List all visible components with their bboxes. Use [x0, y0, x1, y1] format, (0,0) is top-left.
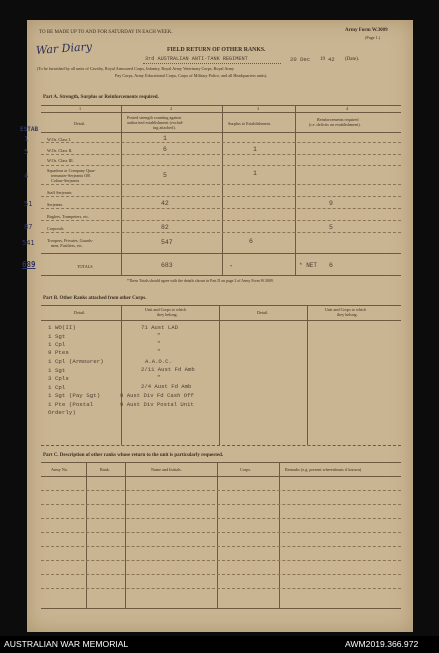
form-number: Army Form W.3009: [345, 28, 388, 33]
header-reinf-1: Reinforcements required: [317, 117, 359, 122]
attached-unit-7: ": [157, 374, 161, 381]
part-a-bottom-rule: [41, 275, 401, 276]
attached-unit-3: ": [157, 340, 161, 347]
unit-name: 3rd AUSTRALIAN ANTI-TANK REGIMENT: [145, 56, 248, 62]
part-c-header-corps: Corps.: [240, 467, 252, 472]
posted-wo1: 1: [163, 135, 167, 142]
top-note: TO BE MADE UP TO AND FOR SATURDAY IN EACH WEEK.: [39, 30, 173, 35]
attached-detail-9: 1 Sgt (Pay Sgt): [48, 392, 101, 399]
part-b-top-rule: [41, 305, 401, 306]
posted-total: 683: [161, 262, 173, 269]
detail-wo2: W.Os. Class II.: [47, 148, 73, 153]
totals-top-rule: [41, 253, 401, 254]
col-number-1: 1: [79, 106, 82, 111]
header-surplus: Surplus to Establishment.: [228, 121, 271, 126]
estab-label: ESTAB: [20, 126, 39, 133]
estab-privates: 541: [22, 239, 35, 247]
archive-footer: [0, 636, 439, 653]
part-b-header-unit-right-2: they belong.: [337, 312, 358, 317]
attached-detail-11: Orderly): [48, 409, 76, 416]
attached-detail-1: 1 WO(II): [48, 324, 76, 331]
posted-cqms: 5: [163, 172, 167, 179]
detail-cqms-1: Squadron or Company Quar-: [47, 168, 96, 173]
estab-corporals: 87: [24, 223, 33, 231]
attached-detail-8: 1 Cpl: [48, 384, 66, 391]
detail-privates-2: men, Fusiliers, etc.: [51, 243, 83, 248]
date-year-suffix: 42: [328, 56, 335, 63]
detail-wo3: W.Os. Class III.: [47, 158, 74, 163]
totals-label: TOTALS: [77, 264, 93, 269]
col-number-2: 2: [170, 106, 173, 111]
part-a-col-divider-2: [222, 105, 223, 275]
form-page: [20, 20, 413, 632]
detail-corporals: Corporals: [47, 226, 64, 231]
part-c-row-rule-2: [41, 504, 401, 505]
part-a-col-divider-1: [121, 105, 122, 275]
part-b-col-divider-2: [219, 305, 220, 445]
posted-serjeants: 42: [161, 200, 169, 207]
date-year-prefix: 19: [320, 57, 325, 62]
part-a-title: Part A. Strength, Surplus or Reinforcements required.: [43, 95, 159, 100]
footer-right-id: AWM2019.366.972: [345, 639, 419, 649]
row-rule-2: [41, 154, 401, 155]
surplus-wo2: 1: [253, 146, 257, 153]
attached-detail-3: 1 Cpl: [48, 341, 66, 348]
detail-staff-serjeants: Staff Serjeants: [47, 190, 72, 195]
row-rule-6: [41, 208, 401, 209]
attached-detail-6: 1 Sgt: [48, 367, 66, 374]
part-c-row-rule-6: [41, 560, 401, 561]
part-c-col-divider-2: [125, 462, 126, 608]
attached-unit-10: 9 Aust Div Postal Unit: [120, 401, 194, 408]
attached-unit-9: 9 Aust Div Fd Cash Off: [120, 392, 194, 399]
row-rule-7: [41, 220, 401, 221]
part-a-footnote: *These Totals should agree with the details shown in Part D on page 2 of Army Form W.3009.: [127, 279, 274, 283]
row-rule-3: [41, 165, 401, 166]
part-b-bottom-rule: [41, 445, 401, 446]
part-a-header-rule: [41, 132, 401, 133]
detail-buglers: Buglers, Trumpeters, etc.: [47, 214, 90, 219]
estab-total: 689: [22, 260, 36, 269]
attached-detail-10: 1 Pte (Postal: [48, 401, 94, 408]
part-c-bottom-rule: [41, 608, 401, 609]
estab-wo1: 1: [24, 135, 29, 143]
reinf-total-prefix: * NET: [299, 262, 318, 269]
row-rule-8: [41, 232, 401, 233]
attached-unit-5: A.A.O.C.: [145, 358, 172, 365]
part-c-header-rule: [41, 476, 401, 477]
reinf-total: 6: [329, 262, 333, 269]
part-b-header-detail-right: Detail.: [257, 310, 269, 315]
date-day: 20 Dec: [290, 56, 311, 63]
row-rule-1: [41, 142, 401, 143]
part-b-header-rule: [41, 320, 401, 321]
attached-unit-1: 71 Aust LAD: [141, 324, 178, 331]
posted-corporals: 82: [161, 224, 169, 231]
part-b-title: Part B. Other Ranks attached from other Corps.: [43, 296, 147, 301]
reinf-corporals: 5: [329, 224, 333, 231]
header-posted-1: Posted strength counting against: [127, 115, 182, 120]
row-rule-5: [41, 196, 401, 197]
instructions-line-2: Pay Corps, Army Educational Corps, Corps of Military Police, and all Headquarters units).: [115, 73, 268, 78]
part-c-row-rule-8: [41, 588, 401, 589]
unit-line: [143, 63, 281, 64]
form-title: FIELD RETURN OF OTHER RANKS.: [167, 47, 266, 53]
col-number-3: 3: [257, 106, 260, 111]
estab-wo2: 5: [24, 148, 29, 156]
part-a-numrow-rule: [41, 112, 401, 113]
estab-cqms: 4: [24, 172, 29, 180]
part-b-header-detail-left: Detail.: [74, 310, 86, 315]
footer-left-credit: AUSTRALIAN WAR MEMORIAL: [4, 639, 129, 649]
part-b-col-divider-3: [307, 305, 308, 445]
detail-privates-1: Troopers, Privates, Guards-: [47, 238, 94, 243]
attached-unit-4: ": [157, 348, 161, 355]
part-a-col-divider-3: [295, 105, 296, 275]
page-number: (Page 1.): [365, 35, 381, 40]
surplus-total: *: [230, 264, 233, 269]
part-c-row-rule-7: [41, 574, 401, 575]
part-c-header-rank: Rank.: [100, 467, 110, 472]
attached-detail-7: 3 Cpls: [48, 375, 69, 382]
attached-unit-2: ": [157, 332, 161, 339]
attached-unit-8: 2/4 Aust Fd Amb: [141, 383, 192, 390]
instructions-line-1: (To be furnished by all units of Cavalry, Royal Armoured Corps, Infantry, Royal Army Veterinary Corps, Royal Army: [37, 66, 235, 71]
part-c-title: Part C. Description of other ranks whose return to the unit is particularly requested.: [43, 453, 224, 458]
detail-wo1: W.Os. Class I.: [47, 137, 71, 142]
part-c-header-remarks: Remarks (e.g. present whereabouts if known): [285, 467, 362, 472]
header-posted-2: authorised establishment (exclud-: [127, 120, 184, 125]
part-c-col-divider-4: [279, 462, 280, 608]
part-c-header-army-no: Army No.: [51, 467, 68, 472]
header-posted-3: ing attached).: [153, 125, 176, 130]
part-c-top-rule: [41, 462, 401, 463]
detail-serjeants: Serjeants: [47, 202, 63, 207]
part-c-row-rule-3: [41, 518, 401, 519]
date-label: (Date).: [345, 57, 360, 62]
part-c-header-name: Name and Initials.: [151, 467, 182, 472]
attached-detail-5: 1 Cpl (Armourer): [48, 358, 104, 365]
posted-wo2: 6: [163, 146, 167, 153]
col-number-4: 4: [346, 106, 349, 111]
header-reinf-2: (i.e. deficits on establishment).: [309, 122, 361, 127]
part-c-col-divider-1: [86, 462, 87, 608]
part-c-row-rule-4: [41, 532, 401, 533]
header-detail: Detail.: [74, 121, 86, 126]
detail-cqms-2: termaster-Serjeants OR: [51, 173, 91, 178]
part-c-row-rule-5: [41, 546, 401, 547]
detail-cqms-3: Colour-Serjeants: [51, 178, 80, 183]
part-b-header-unit-left-1: Unit and Corps to which: [145, 307, 187, 312]
row-rule-4: [41, 184, 401, 185]
attached-detail-4: 9 Ptes: [48, 349, 69, 356]
surplus-cqms: 1: [253, 170, 257, 177]
part-c-col-divider-3: [217, 462, 218, 608]
attached-detail-2: 1 Sgt: [48, 333, 66, 340]
part-b-header-unit-left-2: they belong.: [157, 312, 178, 317]
part-b-col-divider-1: [121, 305, 122, 445]
surplus-privates: 6: [249, 238, 253, 245]
estab-serjeants: 51: [24, 200, 33, 208]
reinf-serjeants: 9: [329, 200, 333, 207]
handwritten-note: War Diary: [35, 40, 93, 57]
attached-unit-6: 2/11 Aust Fd Amb: [141, 366, 195, 373]
part-c-row-rule-1: [41, 490, 401, 491]
part-b-header-unit-right-1: Unit and Corps to which: [325, 307, 367, 312]
posted-privates: 547: [161, 239, 173, 246]
